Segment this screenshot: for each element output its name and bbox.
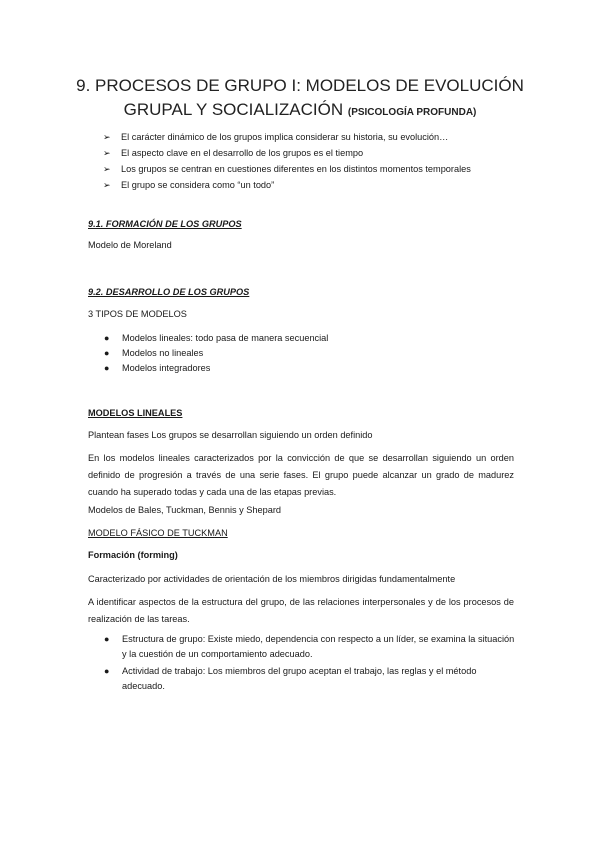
- arrow-bullet-icon: ➢: [103, 180, 111, 190]
- section-heading-9-1: 9.1. FORMACIÓN DE LOS GRUPOS: [88, 219, 242, 229]
- lineales-models: Modelos de Bales, Tuckman, Bennis y Shepard: [88, 505, 282, 515]
- tuckman-heading: MODELO FÁSICO DE TUCKMAN: [88, 528, 228, 538]
- list-item-text: Actividad de trabajo: Los miembros del grupo aceptan el trabajo, las reglas y el método adecuado.: [122, 666, 477, 691]
- section-heading-9-2: 9.2. DESARROLLO DE LOS GRUPOS: [88, 287, 250, 297]
- list-item: [103, 145, 471, 161]
- list-item: [104, 632, 516, 662]
- list-item: [103, 129, 471, 145]
- list-item-text: Los grupos se centran en cuestiones diferentes en los distintos momentos temporales: [121, 164, 471, 174]
- tuckman-line-1: Caracterizado por actividades de orientación de los miembros dirigidas fundamentalmente: [88, 574, 456, 584]
- arrow-bullet-icon: ➢: [103, 148, 111, 158]
- list-item-text: El aspecto clave en el desarrollo de los grupos es el tiempo: [121, 148, 364, 158]
- tuckman-paragraph: A identificar aspectos de la estructura del grupo, de las relaciones interpersonales y de los procesos de realización de las tareas.: [88, 597, 514, 624]
- title-line-2-small: (PSICOLOGÍA PROFUNDA): [347, 107, 477, 118]
- title-line-2-main: GRUPAL Y SOCIALIZACIÓN: [123, 100, 344, 119]
- bullet-dot-icon: ●: [104, 634, 110, 644]
- title-line-2: [60, 98, 540, 125]
- list-item: [103, 161, 471, 177]
- list-item: [104, 346, 328, 361]
- bullet-dot-icon: ●: [104, 666, 110, 676]
- list-item-text: El grupo se considera como “un todo”: [121, 180, 275, 190]
- arrow-bullet-icon: ➢: [103, 164, 111, 174]
- section-9-2-subtitle: 3 TIPOS DE MODELOS: [88, 309, 187, 319]
- model-types-list: [104, 331, 328, 376]
- list-item-text: Modelos lineales: todo pasa de manera secuencial: [122, 333, 329, 343]
- list-item: [104, 664, 516, 694]
- list-item: [104, 361, 328, 376]
- bullet-dot-icon: ●: [104, 363, 110, 373]
- lineales-line-1: Plantean fases Los grupos se desarrollan siguiendo un orden definido: [88, 430, 373, 440]
- list-item-text: Estructura de grupo: Existe miedo, dependencia con respecto a un líder, se examina la situación y la cuestión de un comportamiento adecuado.: [122, 634, 515, 659]
- bullet-dot-icon: ●: [104, 348, 110, 358]
- list-item-text: Modelos no lineales: [122, 348, 204, 358]
- tuckman-items-list: [104, 632, 516, 696]
- list-item: [104, 331, 328, 346]
- tuckman-phase: Formación (forming): [88, 550, 178, 560]
- list-item: [103, 177, 471, 193]
- list-item-text: El carácter dinámico de los grupos implica considerar su historia, su evolución…: [121, 132, 449, 142]
- section-9-1-text: Modelo de Moreland: [88, 240, 172, 250]
- intro-points-list: [103, 129, 471, 193]
- lineales-heading: MODELOS LINEALES: [88, 408, 183, 418]
- bullet-dot-icon: ●: [104, 333, 110, 343]
- list-item-text: Modelos integradores: [122, 363, 211, 373]
- title-line-1: 9. PROCESOS DE GRUPO I: MODELOS DE EVOLUCIÓN: [76, 76, 524, 95]
- page-title: [60, 74, 540, 125]
- lineales-paragraph: En los modelos lineales caracterizados por la convicción de que se desarrollan siguiendo un orden definido de progresión a través de una serie fases. El grupo puede alcanzar un grado de madurez cuando ha superado todas y cada una de las etapas previas.: [88, 453, 514, 497]
- arrow-bullet-icon: ➢: [103, 132, 111, 142]
